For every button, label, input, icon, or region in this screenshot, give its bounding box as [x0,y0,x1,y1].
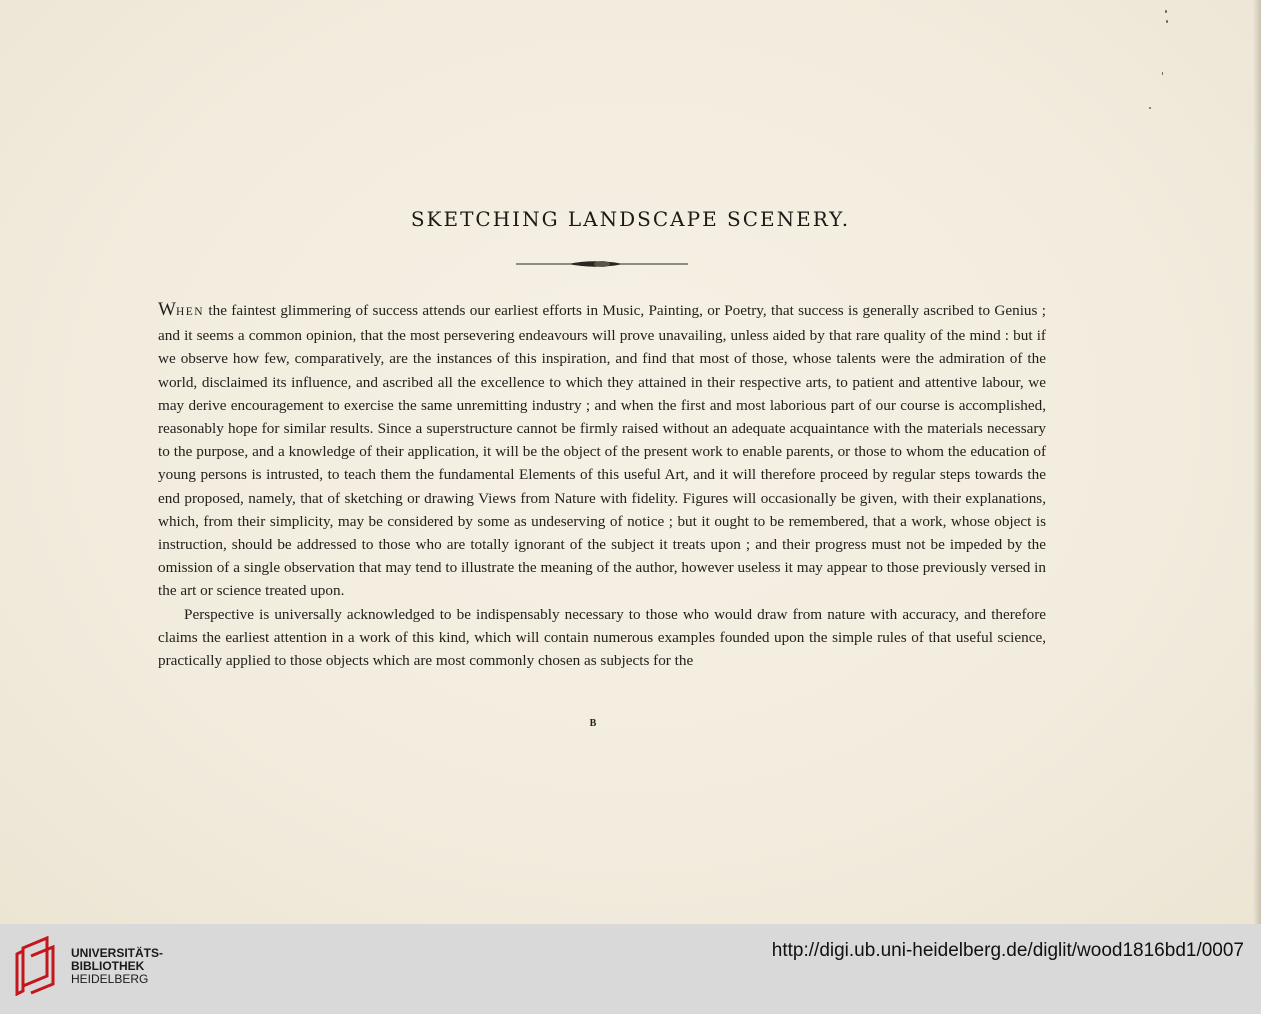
digital-copy-url-link[interactable]: http://digi.ub.uni-heidelberg.de/diglit/wood1816bd1/0007 [771,940,1244,961]
title-ornament-divider [516,258,688,270]
paper-speck [1162,72,1163,75]
paragraph-2: Perspective is universally acknowledged to be indispensably necessary to those who would draw from nature with accuracy, and therefore claims the earliest attention in a work of this kind, which will contain numerous examples founded upon the simple rules of that useful science, practically applied to those objects which are most commonly chosen as subjects for the [158,605,1046,670]
drop-word-rest: HEN [175,306,205,318]
body-text [158,298,1046,672]
logo-line-1: UNIVERSITÄTS- [71,946,164,960]
library-logo-text [71,947,163,986]
paper-speck [1166,20,1168,23]
logo-line-3: HEIDELBERG [71,972,149,986]
logo-line-2: BIBLIOTHEK [71,959,145,973]
page-edge-shadow [1253,0,1261,924]
drop-word-initial: W [158,299,176,320]
paper-speck [1165,10,1167,13]
library-book-icon [13,936,61,996]
paragraph-1 [158,298,1046,603]
paragraph-1-text: the faintest glimmering of success attends our earliest efforts in Music, Painting, or Poetry, that success is generally ascribed to Genius ; and it seems a common opinion, that the most persevering endeavours will prove unavailing, unless aided by that rare quality of the mind : but if we observe how few, comparatively, are the instances of this inspiration, and find that most of those, whose talents were the admiration of the world, disclaimed its influence, and ascribed all the excellence to which they attained in their respective arts, to patient and attentive labour, we may derive encouragement to exercise the same unremitting industry ; and when the first and most laborious part of our course is accomplished, reasonably hope for similar results. Since a superstructure cannot be firmly raised without an adequate acquaintance with the materials necessary to the purpose, and a knowledge of their application, it will be the object of the present work to enable parents, or those to whom the education of young persons is intrusted, to teach them the fundamental Elements of this useful Art, and it will therefore proceed by regular steps towards the end proposed, namely, that of sketching or drawing Views from Nature with fidelity. Figures will occasionally be given, with their explanations, which, from their simplicity, may be considered by some as undeserving of notice ; but it ought to be remembered, that a work, whose object is instruction, should be addressed to those who are totally ignorant of the subject it treats upon ; and their progress must not be impeded by the omission of a single observation that may tend to illustrate the meaning of the author, however useless it may appear to those previously versed in the art or science treated upon. [158,302,1046,600]
signature-mark: B [589,718,597,729]
paper-speck [1149,107,1151,109]
footer-bar [0,924,1261,1014]
page-title: SKETCHING LANDSCAPE SCENERY. [410,207,851,231]
